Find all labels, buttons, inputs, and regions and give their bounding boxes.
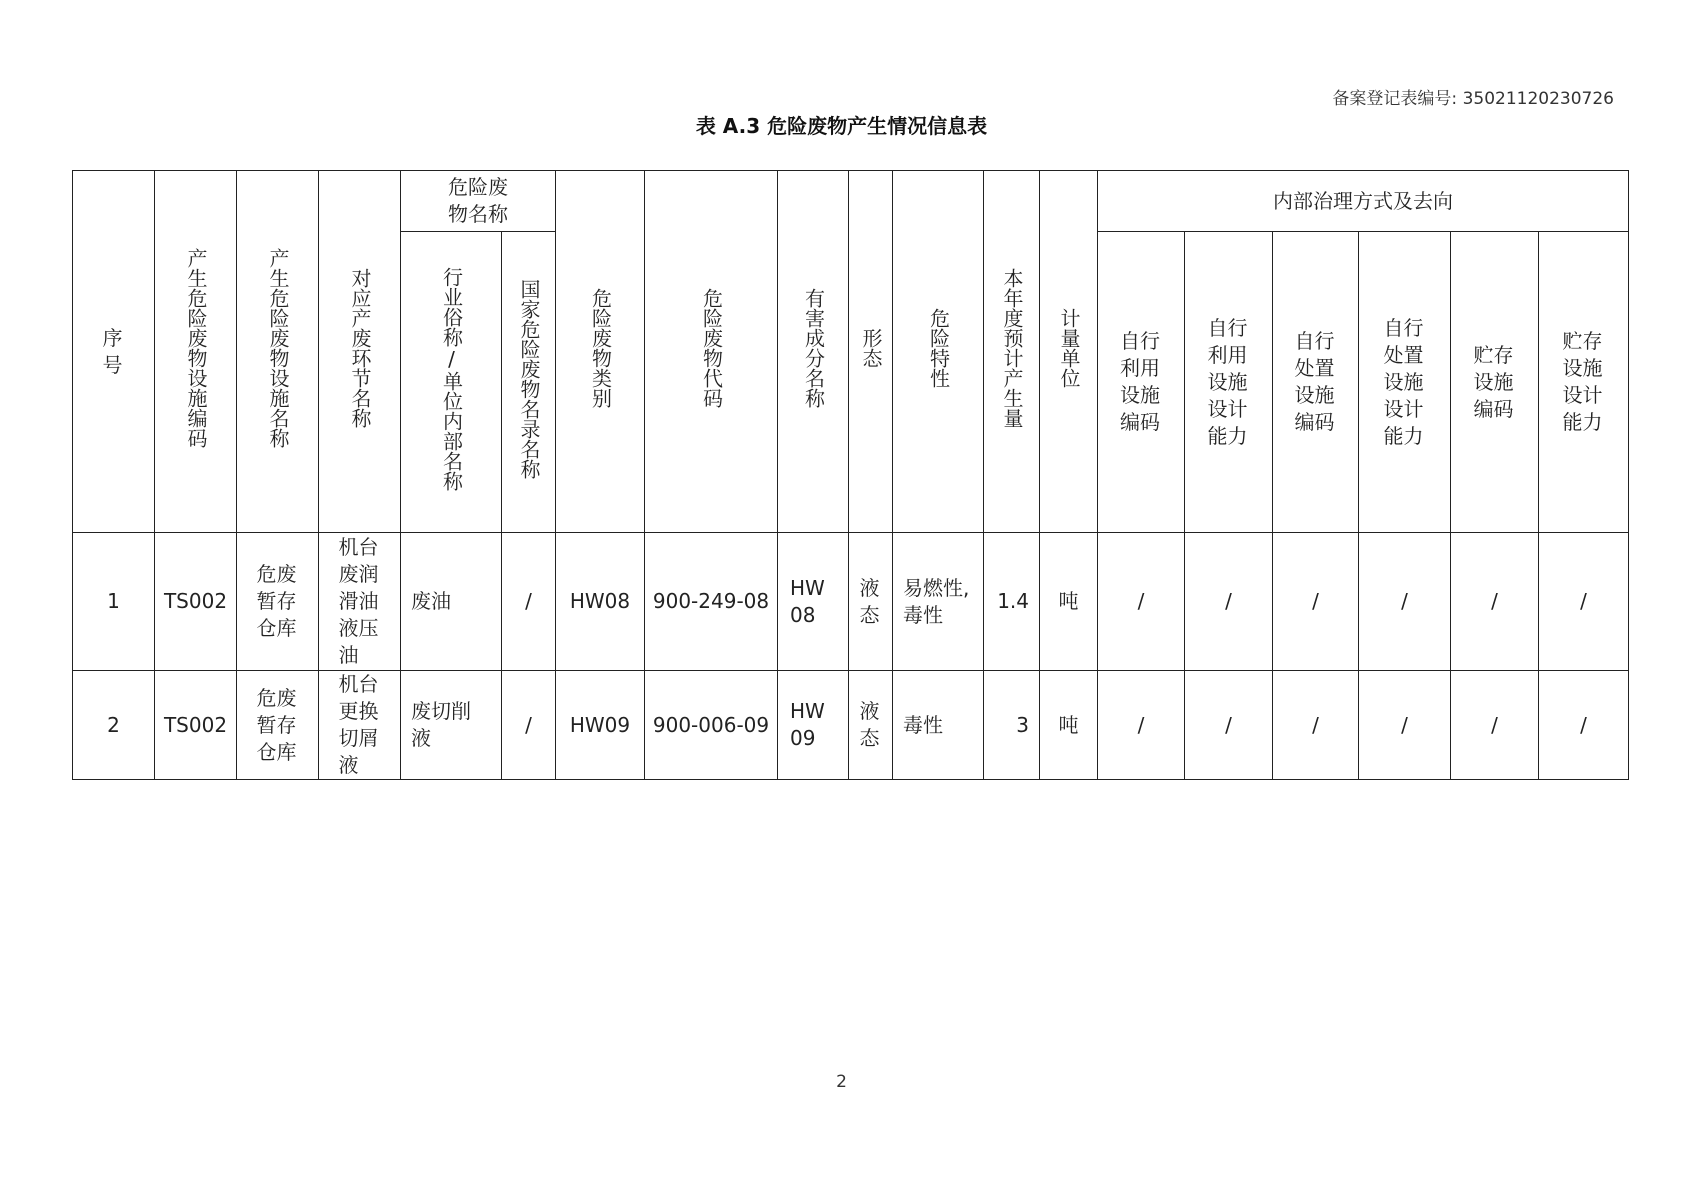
cell-self-use-code: /: [1098, 533, 1185, 671]
col-header-harmful-components: [778, 171, 849, 533]
col-header-self-use-code: [1098, 232, 1185, 533]
col-header-national-name: [502, 232, 556, 533]
col-header-unit: [1040, 171, 1098, 533]
cell-self-use-code: /: [1098, 671, 1185, 780]
header-label: 贮存设施设计能力: [1562, 329, 1603, 434]
cell-facility-name: [237, 533, 319, 671]
col-header-waste-name-group: [401, 171, 556, 232]
cell-process-name: [319, 671, 401, 780]
col-header-storage-capacity: [1539, 232, 1629, 533]
cell-harmful-components: [778, 671, 849, 780]
col-header-waste-code: [645, 171, 778, 533]
col-header-internal-group: [1098, 171, 1629, 232]
cell-waste-category: HW09: [556, 671, 645, 780]
page-number: 2: [836, 1072, 847, 1092]
header-label: 机台更换切屑液: [338, 672, 379, 777]
registration-label: 备案登记表编号:: [1332, 89, 1458, 109]
col-header-storage-code: [1451, 232, 1539, 533]
header-label: 危废暂存仓库: [256, 562, 297, 640]
header-label: 自行处置设施编码: [1294, 329, 1335, 434]
header-label: 危废暂存仓库: [256, 685, 297, 764]
header-label: 废切削液: [411, 699, 471, 750]
header-label: 易燃性,毒性: [903, 575, 970, 627]
cell-unit: 吨: [1040, 533, 1098, 671]
header-label: 危险废物代码: [699, 288, 724, 408]
header-label: 国家危险废物名录名称: [517, 278, 541, 479]
cell-harmful-components: [778, 533, 849, 671]
col-header-self-use-capacity: [1185, 232, 1273, 533]
header-label: 液态: [859, 699, 880, 750]
cell-seq: 1: [73, 533, 155, 671]
header-label: 自行利用设施设计能力: [1207, 315, 1248, 448]
cell-facility-code: TS002: [155, 533, 237, 671]
header-label: 内部治理方式及去向: [1273, 188, 1454, 213]
cell-national-name: /: [502, 671, 556, 780]
cell-facility-code: TS002: [155, 671, 237, 780]
col-header-waste-category: [556, 171, 645, 533]
hazardous-waste-table: [72, 170, 1629, 780]
header-label: 本年度预计产生量: [1000, 268, 1024, 428]
col-header-form: [849, 171, 893, 533]
registration-number: 35021120230726: [1462, 89, 1614, 109]
cell-storage-capacity: /: [1539, 671, 1629, 780]
header-label: 对应产废环节名称: [348, 268, 372, 428]
table-title: 表 A.3 危险废物产生情况信息表: [695, 114, 988, 138]
cell-process-name: [319, 533, 401, 671]
cell-industry-name: 废油: [401, 533, 502, 671]
col-header-hazard-property: [893, 171, 984, 533]
header-label: 产生危险废物设施名称: [266, 248, 290, 448]
cell-storage-code: /: [1451, 533, 1539, 671]
header-label: HW09: [790, 699, 825, 750]
cell-annual-amount: 3: [984, 671, 1040, 780]
header-label: 液态: [859, 575, 880, 627]
table-row: [73, 671, 1629, 780]
header-label: 计量单位: [1057, 308, 1081, 388]
cell-hazard-property: 毒性: [893, 671, 984, 780]
header-label: 有害成分名称: [801, 288, 826, 408]
cell-facility-name: [237, 671, 319, 780]
header-label: 序号: [102, 325, 123, 377]
registration-number-line: [1332, 84, 1614, 109]
header-label: 行业俗称/单位内部名称: [439, 266, 464, 491]
col-header-self-disposal-capacity: [1359, 232, 1451, 533]
col-header-seq: [73, 171, 155, 533]
col-header-process-name: [319, 171, 401, 533]
header-label: 自行处置设施设计能力: [1383, 315, 1424, 448]
cell-annual-amount: 1.4: [984, 533, 1040, 671]
cell-hazard-property: [893, 533, 984, 671]
header-label: 贮存设施编码: [1473, 342, 1514, 421]
col-header-self-disposal-code: [1273, 232, 1359, 533]
cell-waste-category: HW08: [556, 533, 645, 671]
col-header-facility-code: [155, 171, 237, 533]
header-label: 危险废物类别: [588, 288, 613, 408]
cell-seq: 2: [73, 671, 155, 780]
cell-national-name: /: [502, 533, 556, 671]
cell-self-disposal-capacity: /: [1359, 533, 1451, 671]
header-label: 机台废润滑油液压油: [338, 535, 379, 667]
cell-self-disposal-code: /: [1273, 533, 1359, 671]
col-header-annual-amount: [984, 171, 1040, 533]
cell-industry-name: [401, 671, 502, 780]
col-header-industry-name: [401, 232, 502, 533]
cell-self-disposal-code: /: [1273, 671, 1359, 780]
col-header-facility-name: [237, 171, 319, 533]
cell-unit: 吨: [1040, 671, 1098, 780]
cell-waste-code: 900-249-08: [645, 533, 778, 671]
table-row: [73, 533, 1629, 671]
cell-self-use-capacity: /: [1185, 671, 1273, 780]
header-label: HW08: [790, 575, 825, 627]
header-label: 危险特性: [926, 308, 951, 388]
header-label: 自行利用设施编码: [1120, 329, 1160, 434]
header-label: 产生危险废物设施编码: [184, 248, 208, 448]
cell-self-disposal-capacity: /: [1359, 671, 1451, 780]
cell-self-use-capacity: /: [1185, 533, 1273, 671]
header-label: 危险废物名称: [448, 175, 508, 226]
cell-storage-code: /: [1451, 671, 1539, 780]
cell-waste-code: 900-006-09: [645, 671, 778, 780]
header-label: 形态: [859, 328, 883, 368]
cell-form: [849, 533, 893, 671]
cell-form: [849, 671, 893, 780]
cell-storage-capacity: /: [1539, 533, 1629, 671]
